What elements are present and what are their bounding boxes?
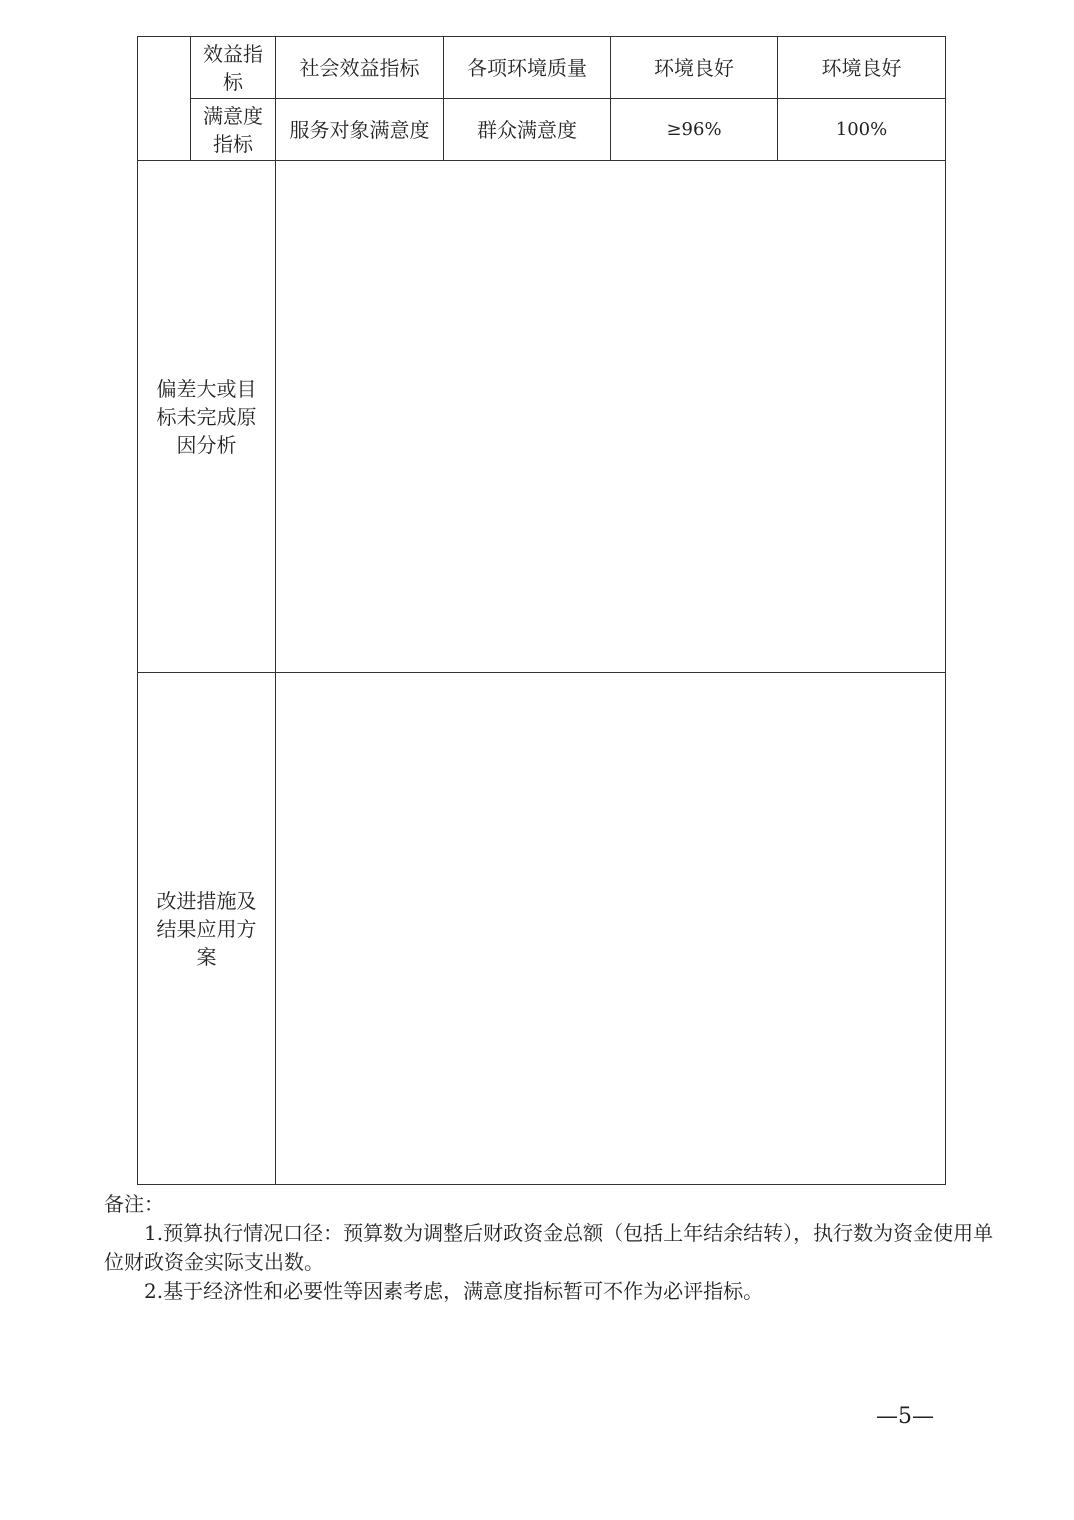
table-row <box>138 37 946 99</box>
deviation-analysis-content <box>276 161 946 673</box>
improvement-plan-row <box>138 673 946 1185</box>
actual-value-cell: 环境良好 <box>778 37 946 99</box>
level2-indicator-cell: 效益指标 <box>191 37 276 99</box>
indicator-name-cell: 群众满意度 <box>444 99 611 161</box>
note-item: 2.基于经济性和必要性等因素考虑，满意度指标暂可不作为必评指标。 <box>144 1279 764 1303</box>
performance-table <box>137 36 946 1185</box>
deviation-analysis-label: 偏差大或目标未完成原因分析 <box>138 161 276 673</box>
target-value-cell: ≥96% <box>611 99 778 161</box>
level1-cell <box>138 37 191 161</box>
target-value-cell: 环境良好 <box>611 37 778 99</box>
indicator-name-cell: 各项环境质量 <box>444 37 611 99</box>
actual-value-cell: 100% <box>778 99 946 161</box>
note-item: 1.预算执行情况口径：预算数为调整后财政资金总额（包括上年结余结转），执行数为资金使用单位财政资金实际支出数。 <box>104 1221 994 1274</box>
level2-indicator-cell: 满意度指标 <box>191 99 276 161</box>
improvement-plan-label: 改进措施及结果应用方案 <box>138 673 276 1185</box>
page-number: —5— <box>876 1404 934 1429</box>
table-row <box>138 99 946 161</box>
notes-section <box>104 1190 996 1306</box>
level3-indicator-cell: 社会效益指标 <box>276 37 444 99</box>
improvement-plan-content <box>276 673 946 1185</box>
level3-indicator-cell: 服务对象满意度 <box>276 99 444 161</box>
notes-heading: 备注： <box>104 1192 164 1216</box>
deviation-analysis-row <box>138 161 946 673</box>
